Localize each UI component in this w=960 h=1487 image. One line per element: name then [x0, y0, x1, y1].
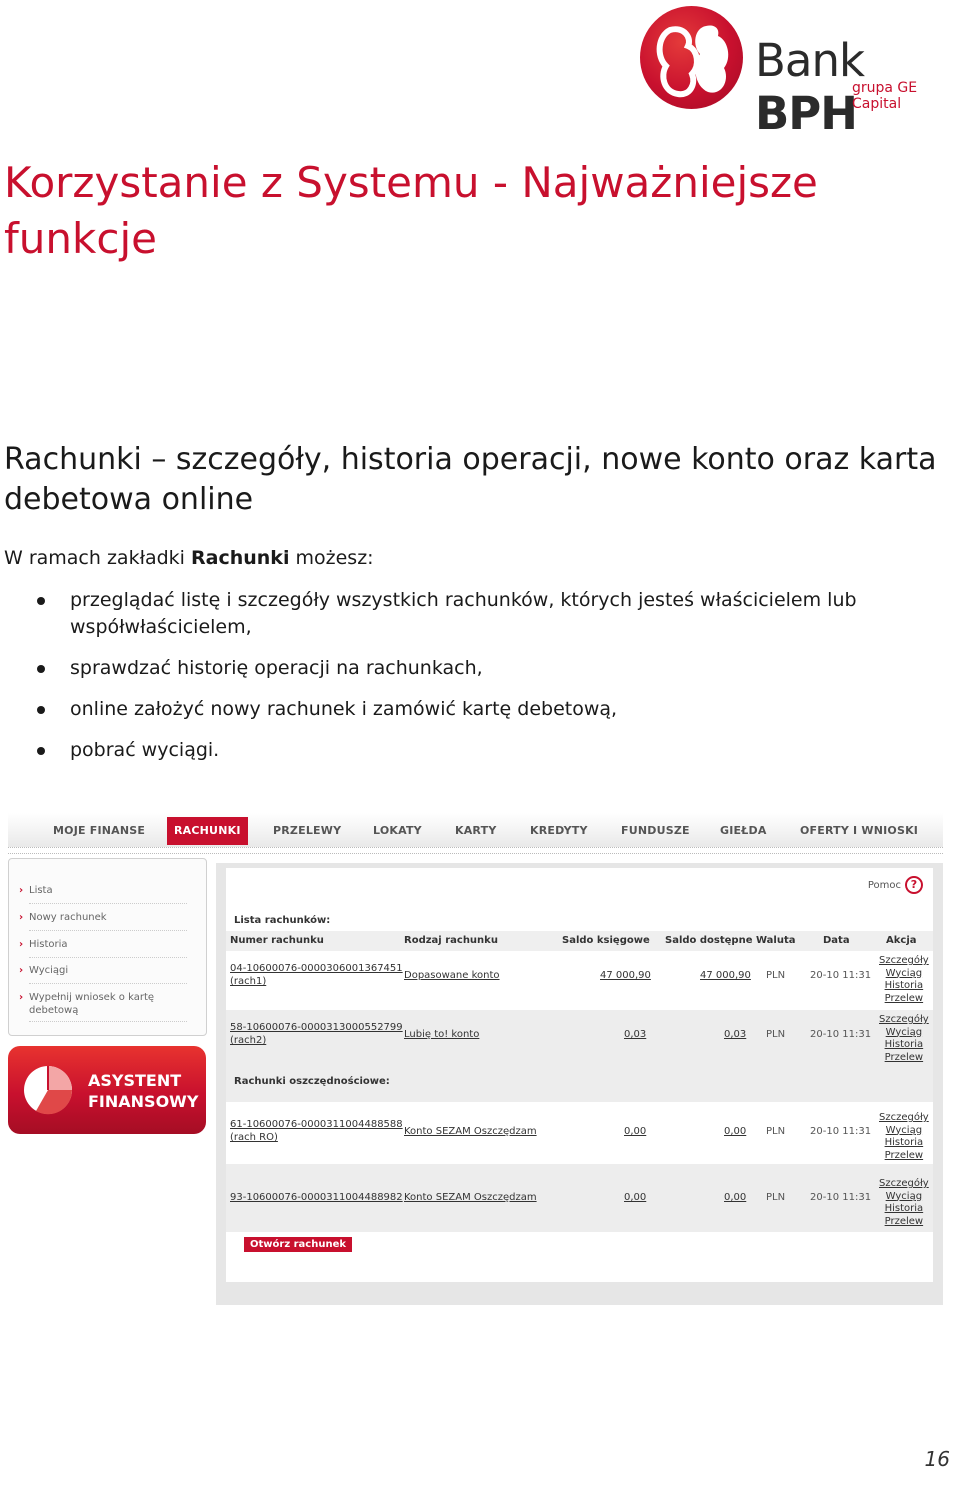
sidebar-item-wniosek-karta[interactable]: › Wypełnij wniosek o kartę debetową — [29, 991, 154, 1017]
wyciag-link[interactable]: Wyciąg — [885, 1026, 923, 1038]
list-item: pobrać wyciągi. — [0, 737, 940, 764]
column-header: Saldo księgowe — [562, 935, 650, 946]
saldo-dostepne[interactable]: 0,03 — [724, 1029, 747, 1040]
przelew-link[interactable]: Przelew — [884, 992, 924, 1004]
list-item: online założyć nowy rachunek i zamówić kartę debetową, — [0, 696, 940, 723]
account-number-link[interactable]: 58-10600076-0000313000552799 — [230, 1022, 403, 1033]
open-account-button[interactable]: Otwórz rachunek — [244, 1237, 352, 1252]
sidebar-item-historia[interactable]: › Historia — [29, 938, 68, 951]
logo-subtitle: grupa GE Capital — [852, 80, 918, 112]
nav-kredyty[interactable]: KREDYTY — [530, 824, 588, 837]
przelew-link[interactable]: Przelew — [884, 1149, 924, 1161]
account-number-link[interactable]: 61-10600076-0000311004488588 — [230, 1119, 403, 1130]
bullet-icon — [37, 747, 45, 755]
page-title: Korzystanie z Systemu - Najważniejsze funkcje — [4, 158, 818, 263]
column-header: Numer rachunku — [230, 935, 324, 946]
sidebar-item-wyciagi[interactable]: › Wyciągi — [29, 964, 68, 977]
wyciag-link[interactable]: Wyciąg — [885, 1124, 923, 1136]
wyciag-link[interactable]: Wyciąg — [885, 1190, 923, 1202]
account-number-link[interactable]: 04-10600076-0000306001367451 — [230, 963, 403, 974]
help-icon: ? — [905, 876, 923, 894]
historia-link[interactable]: Historia — [884, 1203, 924, 1214]
currency: PLN — [766, 1029, 786, 1040]
account-type-link[interactable]: Konto SEZAM Oszczędzam — [404, 1192, 537, 1203]
nav-przelewy[interactable]: PRZELEWY — [273, 824, 342, 837]
saldo-dostepne[interactable]: 0,00 — [724, 1126, 747, 1137]
currency: PLN — [766, 970, 786, 981]
column-header: Akcja — [886, 935, 917, 946]
main-nav — [8, 813, 943, 848]
column-header: Waluta — [756, 935, 796, 946]
row-actions — [879, 1014, 929, 1064]
savings-section-header — [226, 1068, 933, 1102]
account-type-link[interactable]: Lubię to! konto — [404, 1029, 480, 1040]
nav-lokaty[interactable]: LOKATY — [373, 824, 422, 837]
date: 20-10 11:31 — [810, 1126, 872, 1137]
przelew-link[interactable]: Przelew — [884, 1215, 924, 1227]
accounts-content — [216, 863, 943, 1305]
divider — [29, 1021, 187, 1022]
saldo-ksiegowe[interactable]: 0,00 — [624, 1192, 647, 1203]
bank-logo — [640, 6, 960, 140]
szczegoly-link[interactable]: Szczegóły — [879, 1014, 929, 1025]
divider — [29, 930, 187, 931]
nav-fundusze[interactable]: FUNDUSZE — [621, 824, 690, 837]
sidebar-item-nowy-rachunek[interactable]: › Nowy rachunek — [29, 911, 107, 924]
historia-link[interactable]: Historia — [884, 1039, 924, 1050]
wyciag-link[interactable]: Wyciąg — [885, 967, 923, 979]
przelew-link[interactable]: Przelew — [884, 1051, 924, 1063]
app-screenshot — [8, 813, 943, 1308]
asystent-label: ASYSTENT FINANSOWY — [88, 1071, 199, 1111]
saldo-dostepne[interactable]: 0,00 — [724, 1192, 747, 1203]
account-number-link[interactable]: 93-10600076-0000311004488982 — [230, 1192, 403, 1203]
account-alias[interactable]: (rach1) — [230, 976, 267, 987]
asystent-finansowy-banner[interactable] — [8, 1046, 206, 1134]
divider — [29, 903, 187, 904]
row-actions — [879, 1178, 929, 1228]
column-header: Data — [823, 935, 850, 946]
table-header — [226, 931, 933, 951]
account-alias[interactable]: (rach2) — [230, 1035, 267, 1046]
saldo-ksiegowe[interactable]: 47 000,90 — [600, 970, 651, 981]
account-alias[interactable]: (rach RO) — [230, 1132, 278, 1143]
sidebar-item-lista[interactable]: › Lista — [29, 884, 53, 897]
table-row — [226, 951, 933, 1009]
historia-link[interactable]: Historia — [884, 1137, 924, 1148]
bullet-icon — [37, 706, 45, 714]
nav-gielda[interactable]: GIEŁDA — [720, 824, 767, 837]
list-item: sprawdzać historię operacji na rachunkach, — [0, 655, 940, 682]
account-type-link[interactable]: Konto SEZAM Oszczędzam — [404, 1126, 537, 1137]
row-actions — [879, 1112, 929, 1162]
pie-chart-icon — [22, 1064, 74, 1116]
szczegoly-link[interactable]: Szczegóły — [879, 1178, 929, 1189]
accounts-list-label: Lista rachunków: — [234, 915, 331, 926]
table-row — [226, 1164, 933, 1232]
saldo-ksiegowe[interactable]: 0,00 — [624, 1126, 647, 1137]
nav-rachunki[interactable]: RACHUNKI — [167, 817, 248, 845]
feature-list — [0, 587, 940, 778]
date: 20-10 11:31 — [810, 1192, 872, 1203]
column-header: Rodzaj rachunku — [404, 935, 498, 946]
sidebar — [8, 858, 207, 1036]
divider — [29, 983, 187, 984]
saldo-ksiegowe[interactable]: 0,03 — [624, 1029, 647, 1040]
nav-moje-finanse[interactable]: MOJE FINANSE — [53, 824, 146, 837]
section-heading: Rachunki – szczegóły, historia operacji, nowe konto oraz karta debetowa online — [4, 442, 937, 517]
column-header: Saldo dostępne — [665, 935, 753, 946]
savings-label: Rachunki oszczędnościowe: — [234, 1076, 390, 1087]
bullet-icon — [37, 597, 45, 605]
logo-brand-text: Bank BPH — [755, 34, 865, 140]
intro-text: W ramach zakładki Rachunki możesz: — [4, 547, 374, 569]
szczegoly-link[interactable]: Szczegóły — [879, 955, 929, 966]
row-actions — [879, 955, 929, 1005]
logo-emblem-icon — [640, 6, 743, 109]
nav-oferty-i-wnioski[interactable]: OFERTY I WNIOSKI — [800, 824, 919, 837]
nav-karty[interactable]: KARTY — [455, 824, 497, 837]
accounts-panel — [226, 868, 933, 1282]
currency: PLN — [766, 1192, 786, 1203]
date: 20-10 11:31 — [810, 1029, 872, 1040]
date: 20-10 11:31 — [810, 970, 872, 981]
nav-divider — [8, 853, 943, 854]
table-row — [226, 1102, 933, 1160]
list-item: przeglądać listę i szczegóły wszystkich rachunków, których jesteś właścicielem lub współwłaścicielem, — [0, 587, 940, 641]
account-type-link[interactable]: Dopasowane konto — [404, 970, 500, 981]
table-row — [226, 1010, 933, 1068]
saldo-dostepne[interactable]: 47 000,90 — [700, 970, 751, 981]
historia-link[interactable]: Historia — [884, 980, 924, 991]
page-number: 16 — [924, 1447, 950, 1471]
bullet-icon — [37, 665, 45, 673]
szczegoly-link[interactable]: Szczegóły — [879, 1112, 929, 1123]
currency: PLN — [766, 1126, 786, 1137]
help-link[interactable]: Pomoc ? — [868, 876, 923, 894]
divider — [29, 957, 187, 958]
